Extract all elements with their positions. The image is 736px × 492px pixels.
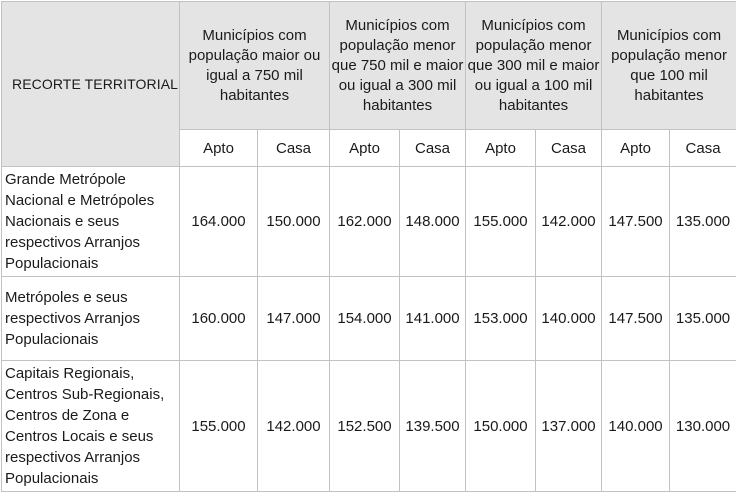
value-cell: 147.000	[258, 277, 330, 361]
value-cell: 155.000	[180, 361, 258, 492]
value-cell: 148.000	[400, 167, 466, 277]
price-limits-table	[1, 1, 736, 492]
subheader-casa: Casa	[670, 130, 736, 167]
region-label: Metrópoles e seus respectivos Arranjos Populacionais	[2, 277, 180, 361]
value-cell: 139.500	[400, 361, 466, 492]
value-cell: 142.000	[536, 167, 602, 277]
corner-header: RECORTE TERRITORIAL	[2, 2, 180, 167]
table-row	[2, 167, 736, 277]
subheader-casa: Casa	[400, 130, 466, 167]
subheader-apto: Apto	[602, 130, 670, 167]
subheader-casa: Casa	[536, 130, 602, 167]
group-header-row	[2, 2, 736, 130]
value-cell: 140.000	[536, 277, 602, 361]
value-cell: 164.000	[180, 167, 258, 277]
table-row	[2, 277, 736, 361]
value-cell: 140.000	[602, 361, 670, 492]
value-cell: 141.000	[400, 277, 466, 361]
value-cell: 135.000	[670, 277, 736, 361]
value-cell: 154.000	[330, 277, 400, 361]
value-cell: 147.500	[602, 277, 670, 361]
value-cell: 153.000	[466, 277, 536, 361]
value-cell: 150.000	[258, 167, 330, 277]
value-cell: 152.500	[330, 361, 400, 492]
value-cell: 147.500	[602, 167, 670, 277]
value-cell: 162.000	[330, 167, 400, 277]
value-cell: 155.000	[466, 167, 536, 277]
value-cell: 142.000	[258, 361, 330, 492]
value-cell: 135.000	[670, 167, 736, 277]
value-cell: 137.000	[536, 361, 602, 492]
group-header-300k-750k: Municípios com população menor que 750 mil e maior ou igual a 300 mil habitantes	[330, 2, 466, 130]
group-header-100k-300k: Municípios com população menor que 300 mil e maior ou igual a 100 mil habitantes	[466, 2, 602, 130]
subheader-apto: Apto	[330, 130, 400, 167]
group-header-under-100k: Municípios com população menor que 100 mil habitantes	[602, 2, 736, 130]
value-cell: 130.000	[670, 361, 736, 492]
subheader-apto: Apto	[466, 130, 536, 167]
group-header-750k-plus: Municípios com população maior ou igual a 750 mil habitantes	[180, 2, 330, 130]
region-label: Capitais Regionais, Centros Sub-Regionais, Centros de Zona e Centros Locais e seus respectivos Arranjos Populacionais	[2, 361, 180, 492]
value-cell: 150.000	[466, 361, 536, 492]
subheader-casa: Casa	[258, 130, 330, 167]
table-row	[2, 361, 736, 492]
value-cell: 160.000	[180, 277, 258, 361]
region-label: Grande Metrópole Nacional e Metrópoles Nacionais e seus respectivos Arranjos Populacionais	[2, 167, 180, 277]
subheader-apto: Apto	[180, 130, 258, 167]
